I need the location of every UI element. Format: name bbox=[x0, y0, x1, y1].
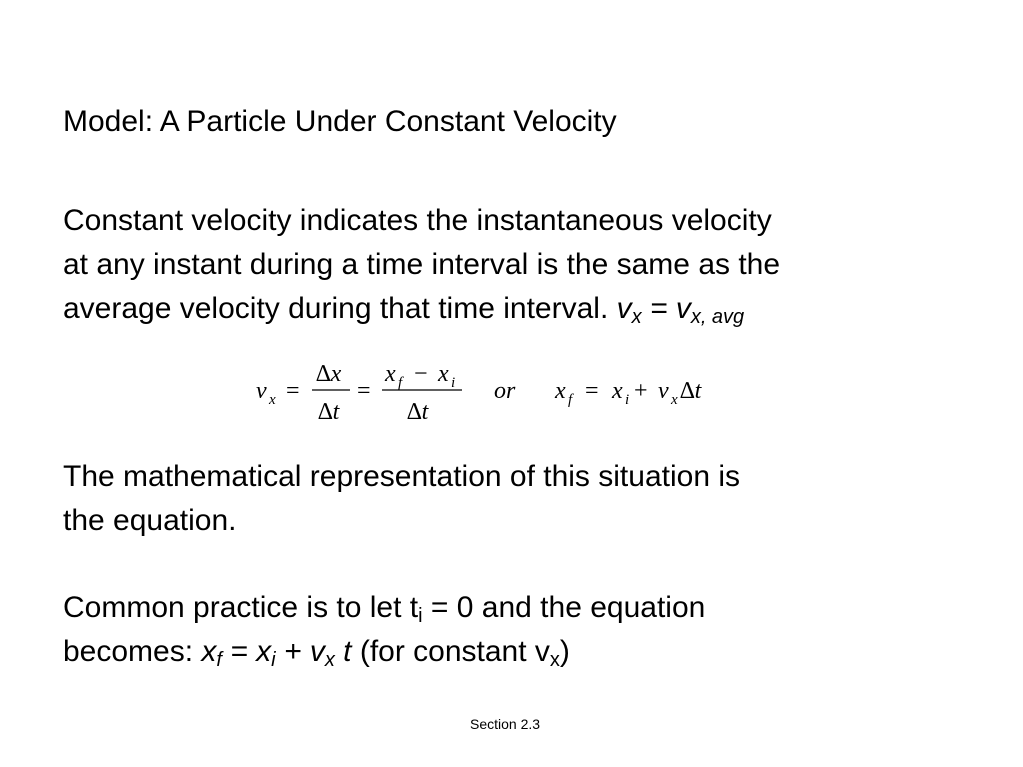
common-practice-line-2: becomes: $x_f = x_i + v_x$ t (for constant $v_x$) bbox=[63, 635, 570, 671]
eq-num-f-sub: f bbox=[398, 375, 403, 391]
definition-line-3-text: average velocity during that time interval. bbox=[63, 292, 617, 325]
eq-equals-2: = bbox=[357, 378, 371, 404]
final-equation: $x_f = x_i + v_x$ t bbox=[201, 635, 352, 671]
eq-xf: x bbox=[555, 378, 566, 404]
eq-den-delta-t-2: ∆t bbox=[407, 399, 429, 425]
representation-paragraph bbox=[63, 455, 740, 543]
eq-equals-3: = bbox=[585, 378, 599, 404]
definition-line-1: Constant velocity indicates the instantaneous velocity bbox=[63, 204, 772, 237]
eq-x-sub: x bbox=[269, 392, 276, 408]
eq-den-delta-t-1: ∆t bbox=[318, 399, 340, 425]
eq-v: v bbox=[256, 378, 267, 404]
definition-paragraph bbox=[63, 199, 780, 331]
eq-or: or bbox=[494, 378, 516, 404]
eq-num-xf: x bbox=[385, 361, 396, 387]
representation-line-1: The mathematical representation of this situation is bbox=[63, 460, 741, 493]
eq-xi-sub: i bbox=[625, 392, 630, 408]
definition-line-3: average velocity during that time interval. $v_x = v_{x, avg}$ bbox=[63, 292, 745, 328]
velocity-equation bbox=[250, 355, 730, 435]
eq-num-delta-x: ∆x bbox=[316, 361, 342, 387]
vx-avg-symbol: $v_{x, avg}$ bbox=[675, 292, 745, 328]
common-practice-line-1: Common practice is to let $t_i = 0$ and the equation bbox=[63, 591, 706, 627]
vx-symbol: $v_x$ bbox=[616, 292, 642, 328]
eq-num-i-sub: i bbox=[451, 375, 456, 391]
eq-xf-sub: f bbox=[568, 392, 573, 408]
common-practice-paragraph bbox=[63, 586, 705, 674]
eq-equals-1: = bbox=[286, 378, 300, 404]
eq-vx: v bbox=[658, 378, 669, 404]
eq-plus: + bbox=[634, 378, 648, 404]
slide-title: Model: A Particle Under Constant Velocity bbox=[63, 105, 617, 138]
eq-num-xi: x bbox=[438, 361, 449, 387]
section-footer: Section 2.3 bbox=[470, 716, 541, 732]
eq-xi: x bbox=[612, 378, 623, 404]
eq-minus: − bbox=[414, 361, 428, 387]
definition-line-2: at any instant during a time interval is the same as the bbox=[63, 248, 781, 281]
eq-delta-t: ∆t bbox=[680, 378, 702, 404]
eq-vx-sub: x bbox=[671, 392, 678, 408]
representation-line-2: the equation. bbox=[63, 504, 237, 537]
